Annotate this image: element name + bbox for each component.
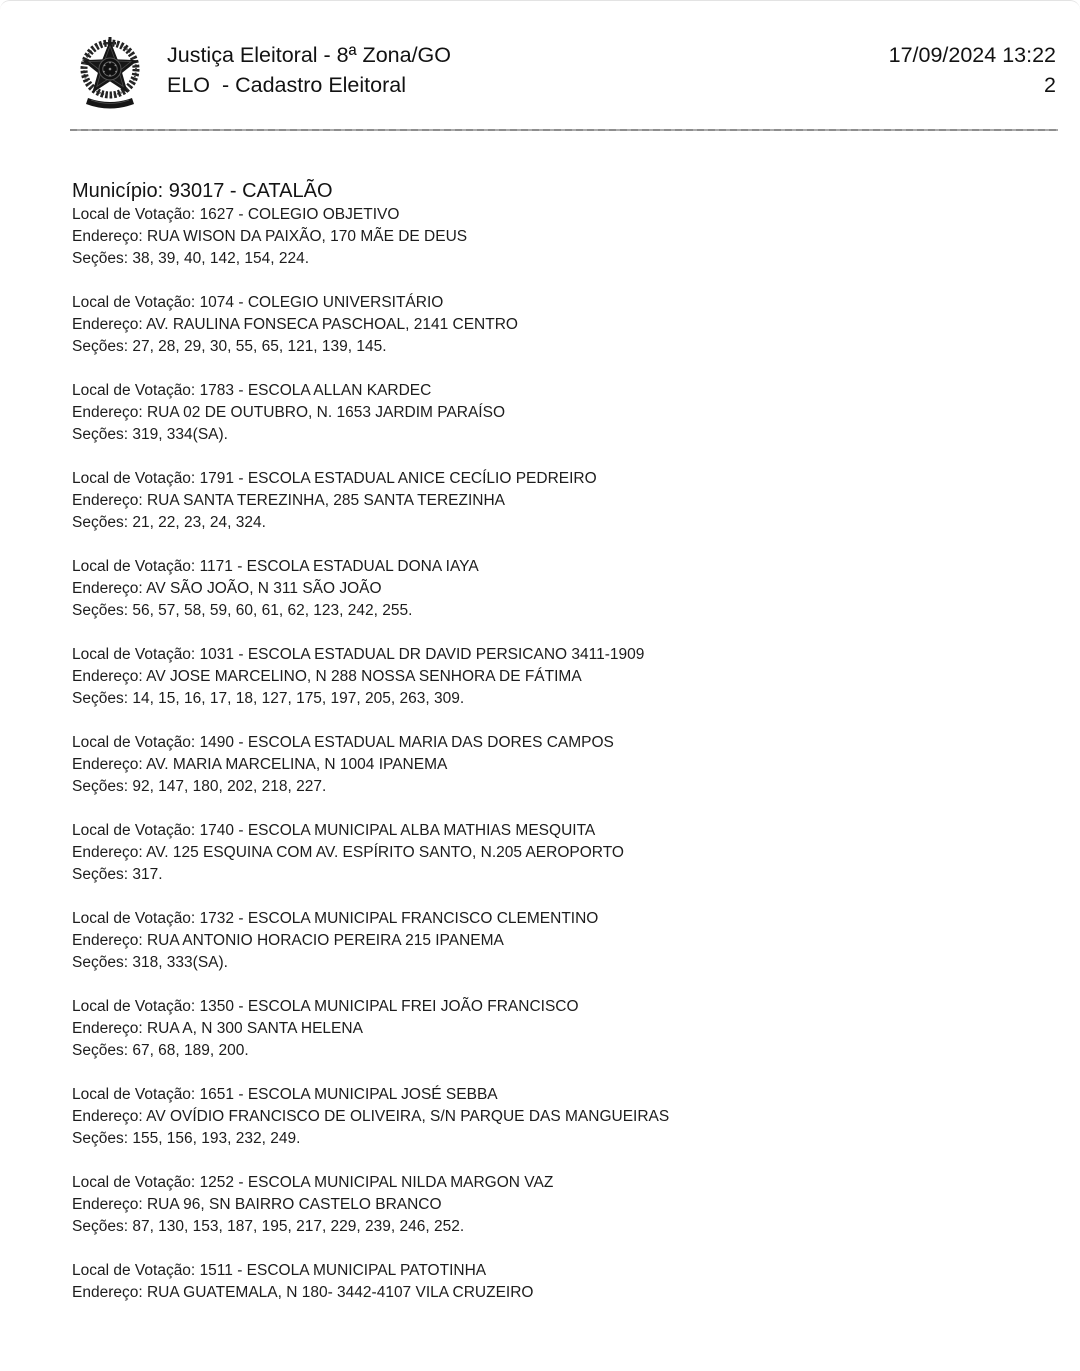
sections-line bbox=[72, 600, 1040, 622]
voting-location-label: Local de Votação: bbox=[72, 1262, 196, 1279]
sections-label: Seções: bbox=[72, 1218, 129, 1235]
voting-location-label: Local de Votação: bbox=[72, 734, 196, 751]
voting-location-line bbox=[72, 644, 1040, 666]
voting-location-label: Local de Votação: bbox=[72, 294, 196, 311]
voting-location-line bbox=[72, 380, 1040, 402]
voting-location-block bbox=[72, 1172, 1040, 1238]
address-line bbox=[72, 1018, 1040, 1040]
document-body bbox=[0, 131, 1080, 1304]
voting-location-line bbox=[72, 732, 1040, 754]
print-datetime: 17/09/2024 13:22 bbox=[888, 43, 1056, 67]
address-line bbox=[72, 754, 1040, 776]
sections-label: Seções: bbox=[72, 778, 129, 795]
voting-location-block bbox=[72, 204, 1040, 270]
voting-location-block bbox=[72, 556, 1040, 622]
address-label: Endereço: bbox=[72, 932, 143, 949]
address-value: AV OVÍDIO FRANCISCO DE OLIVEIRA, S/N PARQUE DAS MANGUEIRAS bbox=[146, 1108, 670, 1125]
sections-value: 155, 156, 193, 232, 249. bbox=[132, 1130, 301, 1147]
municipality-value: 93017 - CATALÃO bbox=[168, 180, 333, 202]
sections-line bbox=[72, 1040, 1040, 1062]
page-number: 2 bbox=[1044, 73, 1056, 97]
address-line bbox=[72, 930, 1040, 952]
address-line bbox=[72, 490, 1040, 512]
voting-location-value: 1350 - ESCOLA MUNICIPAL FREI JOÃO FRANCISCO bbox=[199, 998, 579, 1015]
address-label: Endereço: bbox=[72, 228, 143, 245]
voting-location-block bbox=[72, 1260, 1040, 1304]
voting-location-value: 1740 - ESCOLA MUNICIPAL ALBA MATHIAS MESQUITA bbox=[199, 822, 596, 839]
sections-value: 67, 68, 189, 200. bbox=[132, 1042, 249, 1059]
address-line bbox=[72, 1194, 1040, 1216]
sections-line bbox=[72, 1128, 1040, 1150]
voting-location-block bbox=[72, 292, 1040, 358]
voting-location-value: 1252 - ESCOLA MUNICIPAL NILDA MARGON VAZ bbox=[199, 1174, 554, 1191]
address-line bbox=[72, 314, 1040, 336]
sections-value: 317. bbox=[132, 866, 163, 883]
voting-location-label: Local de Votação: bbox=[72, 998, 196, 1015]
address-label: Endereço: bbox=[72, 756, 143, 773]
voting-location-line bbox=[72, 556, 1040, 578]
voting-location-block bbox=[72, 468, 1040, 534]
sections-line bbox=[72, 776, 1040, 798]
sections-label: Seções: bbox=[72, 602, 129, 619]
voting-location-label: Local de Votação: bbox=[72, 646, 196, 663]
voting-location-line bbox=[72, 1084, 1040, 1106]
header-meta bbox=[889, 36, 1056, 100]
brazil-coat-of-arms-logo bbox=[78, 36, 142, 112]
voting-location-label: Local de Votação: bbox=[72, 822, 196, 839]
address-value: RUA 96, SN BAIRRO CASTELO BRANCO bbox=[146, 1196, 442, 1213]
voting-location-label: Local de Votação: bbox=[72, 558, 196, 575]
sections-line bbox=[72, 688, 1040, 710]
sections-line bbox=[72, 424, 1040, 446]
sections-line bbox=[72, 1216, 1040, 1238]
sections-line bbox=[72, 336, 1040, 358]
address-line bbox=[72, 226, 1040, 248]
system-subtitle: ELO - Cadastro Eleitoral bbox=[167, 73, 406, 97]
sections-label: Seções: bbox=[72, 1042, 129, 1059]
voting-location-block bbox=[72, 820, 1040, 886]
voting-location-line bbox=[72, 820, 1040, 842]
address-line bbox=[72, 1282, 1040, 1304]
voting-location-line bbox=[72, 468, 1040, 490]
voting-location-value: 1490 - ESCOLA ESTADUAL MARIA DAS DORES CAMPOS bbox=[199, 734, 614, 751]
sections-label: Seções: bbox=[72, 426, 129, 443]
address-label: Endereço: bbox=[72, 1020, 143, 1037]
org-title: Justiça Eleitoral - 8ª Zona/GO bbox=[167, 43, 451, 67]
address-value: RUA WISON DA PAIXÃO, 170 MÃE DE DEUS bbox=[146, 228, 468, 245]
address-value: AV. RAULINA FONSECA PASCHOAL, 2141 CENTRO bbox=[146, 316, 518, 333]
location-list bbox=[72, 204, 1040, 1304]
address-value: RUA ANTONIO HORACIO PEREIRA 215 IPANEMA bbox=[146, 932, 504, 949]
address-value: AV. MARIA MARCELINA, N 1004 IPANEMA bbox=[146, 756, 448, 773]
address-value: RUA SANTA TEREZINHA, 285 SANTA TEREZINHA bbox=[146, 492, 506, 509]
voting-location-line bbox=[72, 996, 1040, 1018]
address-label: Endereço: bbox=[72, 1284, 143, 1301]
voting-location-label: Local de Votação: bbox=[72, 382, 196, 399]
voting-location-label: Local de Votação: bbox=[72, 206, 196, 223]
address-label: Endereço: bbox=[72, 1196, 143, 1213]
voting-location-block bbox=[72, 732, 1040, 798]
address-label: Endereço: bbox=[72, 580, 143, 597]
address-value: RUA GUATEMALA, N 180- 3442-4107 VILA CRUZEIRO bbox=[146, 1284, 534, 1301]
address-label: Endereço: bbox=[72, 844, 143, 861]
address-label: Endereço: bbox=[72, 668, 143, 685]
voting-location-block bbox=[72, 644, 1040, 710]
voting-location-value: 1511 - ESCOLA MUNICIPAL PATOTINHA bbox=[199, 1262, 487, 1279]
voting-location-label: Local de Votação: bbox=[72, 910, 196, 927]
sections-label: Seções: bbox=[72, 954, 129, 971]
sections-label: Seções: bbox=[72, 514, 129, 531]
voting-location-value: 1783 - ESCOLA ALLAN KARDEC bbox=[199, 382, 432, 399]
address-line bbox=[72, 842, 1040, 864]
sections-value: 56, 57, 58, 59, 60, 61, 62, 123, 242, 255. bbox=[132, 602, 413, 619]
header-titles bbox=[167, 36, 451, 100]
document-header bbox=[0, 1, 1080, 112]
address-value: AV. 125 ESQUINA COM AV. ESPÍRITO SANTO, N.205 AEROPORTO bbox=[146, 844, 624, 861]
sections-value: 87, 130, 153, 187, 195, 217, 229, 239, 246, 252. bbox=[132, 1218, 465, 1235]
sections-line bbox=[72, 864, 1040, 886]
address-line bbox=[72, 666, 1040, 688]
sections-value: 14, 15, 16, 17, 18, 127, 175, 197, 205, 263, 309. bbox=[132, 690, 465, 707]
sections-label: Seções: bbox=[72, 866, 129, 883]
sections-line bbox=[72, 952, 1040, 974]
address-line bbox=[72, 402, 1040, 424]
voting-location-value: 1791 - ESCOLA ESTADUAL ANICE CECÍLIO PEDREIRO bbox=[199, 470, 597, 487]
address-line bbox=[72, 1106, 1040, 1128]
voting-location-block bbox=[72, 996, 1040, 1062]
address-label: Endereço: bbox=[72, 1108, 143, 1125]
voting-location-block bbox=[72, 1084, 1040, 1150]
voting-location-line bbox=[72, 292, 1040, 314]
voting-location-value: 1651 - ESCOLA MUNICIPAL JOSÉ SEBBA bbox=[199, 1086, 498, 1103]
sections-line bbox=[72, 512, 1040, 534]
municipality-label: Município: bbox=[72, 180, 164, 202]
voting-location-line bbox=[72, 908, 1040, 930]
voting-location-value: 1171 - ESCOLA ESTADUAL DONA IAYA bbox=[199, 558, 479, 575]
voting-location-line bbox=[72, 1260, 1040, 1282]
address-label: Endereço: bbox=[72, 404, 143, 421]
address-value: RUA 02 DE OUTUBRO, N. 1653 JARDIM PARAÍSO bbox=[146, 404, 506, 421]
sections-label: Seções: bbox=[72, 1130, 129, 1147]
sections-label: Seções: bbox=[72, 250, 129, 267]
address-value: RUA A, N 300 SANTA HELENA bbox=[146, 1020, 363, 1037]
address-value: AV JOSE MARCELINO, N 288 NOSSA SENHORA DE FÁTIMA bbox=[146, 668, 582, 685]
sections-label: Seções: bbox=[72, 338, 129, 355]
voting-location-line bbox=[72, 204, 1040, 226]
sections-value: 21, 22, 23, 24, 324. bbox=[132, 514, 266, 531]
voting-location-value: 1074 - COLEGIO UNIVERSITÁRIO bbox=[199, 294, 444, 311]
sections-line bbox=[72, 248, 1040, 270]
voting-location-value: 1031 - ESCOLA ESTADUAL DR DAVID PERSICANO 3411-1909 bbox=[199, 646, 645, 663]
voting-location-line bbox=[72, 1172, 1040, 1194]
address-label: Endereço: bbox=[72, 492, 143, 509]
voting-location-block bbox=[72, 380, 1040, 446]
voting-location-block bbox=[72, 908, 1040, 974]
sections-label: Seções: bbox=[72, 690, 129, 707]
voting-location-label: Local de Votação: bbox=[72, 470, 196, 487]
address-value: AV SÃO JOÃO, N 311 SÃO JOÃO bbox=[146, 580, 382, 597]
address-line bbox=[72, 578, 1040, 600]
address-label: Endereço: bbox=[72, 316, 143, 333]
municipality-heading bbox=[72, 178, 1040, 204]
sections-value: 319, 334(SA). bbox=[132, 426, 228, 443]
sections-value: 27, 28, 29, 30, 55, 65, 121, 139, 145. bbox=[132, 338, 387, 355]
voting-location-label: Local de Votação: bbox=[72, 1174, 196, 1191]
sections-value: 318, 333(SA). bbox=[132, 954, 228, 971]
voting-location-label: Local de Votação: bbox=[72, 1086, 196, 1103]
voting-location-value: 1732 - ESCOLA MUNICIPAL FRANCISCO CLEMENTINO bbox=[199, 910, 599, 927]
sections-value: 92, 147, 180, 202, 218, 227. bbox=[132, 778, 327, 795]
voting-location-value: 1627 - COLEGIO OBJETIVO bbox=[199, 206, 400, 223]
sections-value: 38, 39, 40, 142, 154, 224. bbox=[132, 250, 310, 267]
